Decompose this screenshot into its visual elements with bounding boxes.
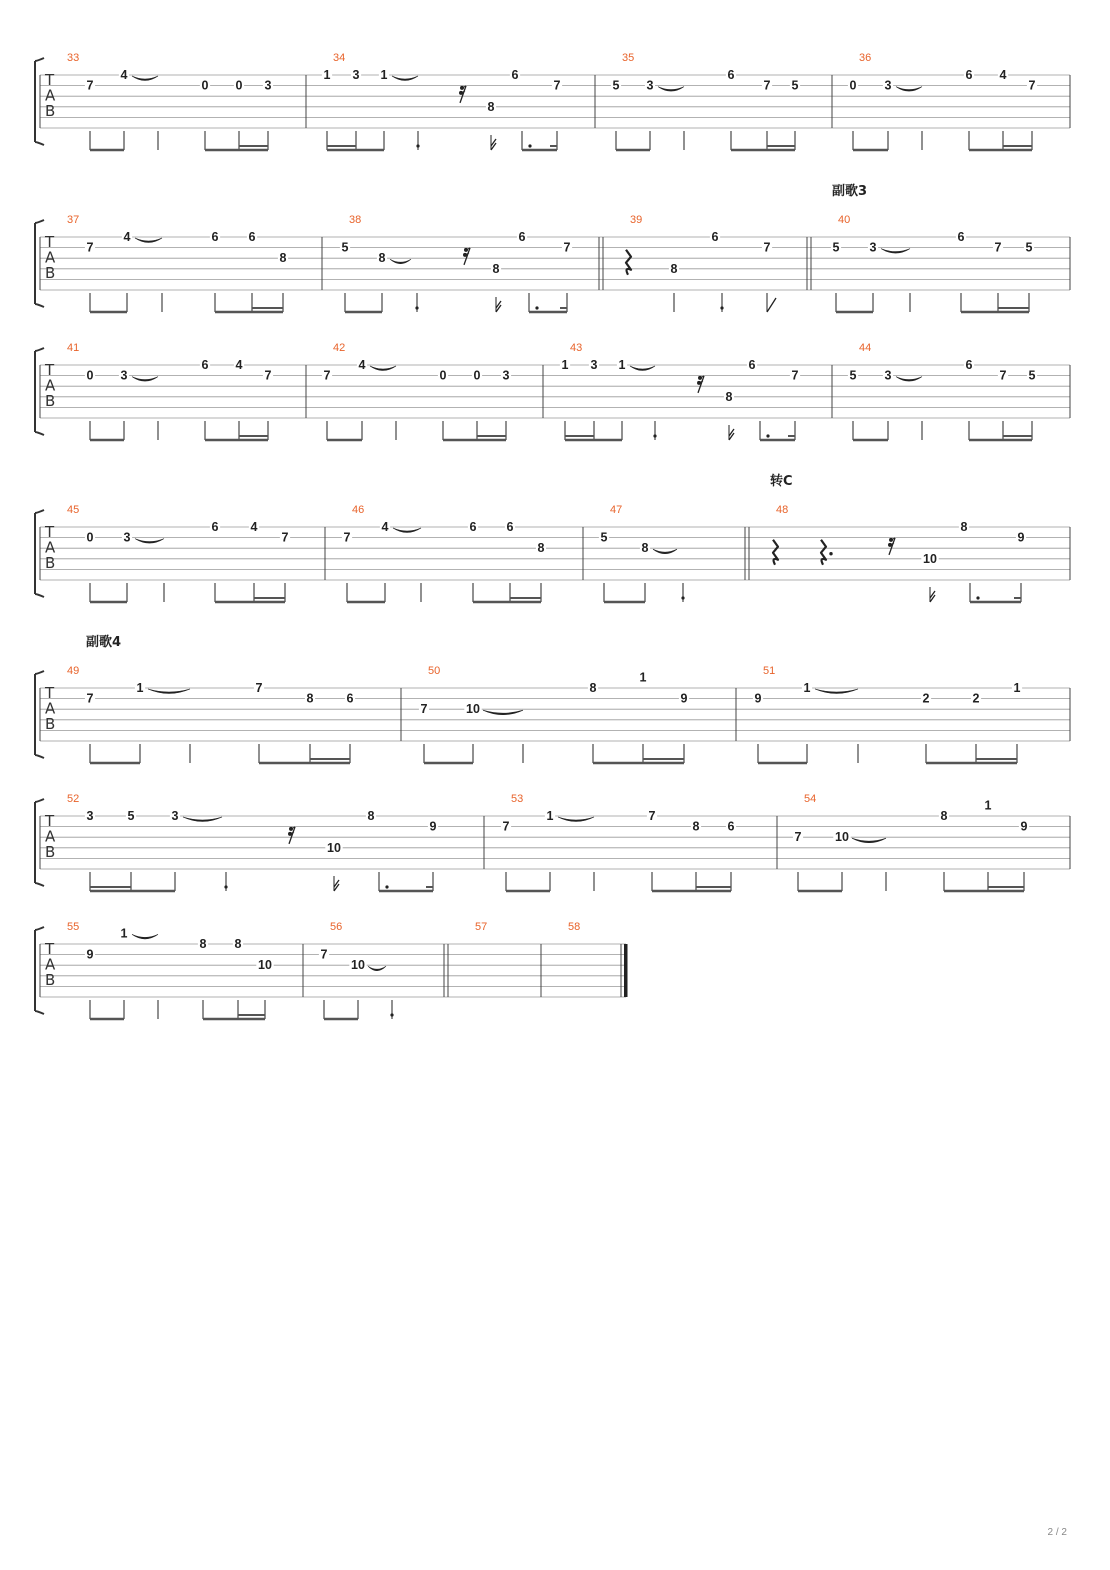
fret-number: 3 [884,78,892,93]
staff-system [35,342,1070,440]
fret-number: 2 [922,691,930,706]
measure-53 [501,793,736,891]
measure-43 [560,342,800,440]
tab-clef-letter: T [45,361,55,379]
measure-number: 40 [838,214,851,226]
fret-number: 6 [748,358,756,372]
measure-number: 50 [428,665,441,677]
fret-number: 6 [469,520,477,534]
fret-number: 5 [791,78,799,93]
measure-52 [67,793,438,891]
note-flag [496,301,501,312]
fret-number: 5 [1025,240,1033,255]
fret-number: 6 [346,691,354,706]
fret-number: 8 [537,541,545,556]
fret-number: 7 [323,368,331,383]
fret-number: 8 [670,261,678,276]
measure-55 [67,921,274,1019]
fret-number: 6 [211,230,219,244]
fret-number: 9 [1020,819,1028,834]
tab-clef-letter: A [45,538,56,557]
fret-number: 8 [234,937,242,951]
fret-number: 7 [1028,78,1036,93]
note-flag [729,429,734,440]
fret-number: 0 [235,78,243,93]
measure-number: 45 [67,504,80,516]
fret-number: 5 [612,78,620,93]
tie [896,377,922,382]
fret-number: 6 [506,520,514,534]
fret-number: 8 [487,99,495,114]
fret-number: 9 [754,691,762,706]
measure-number: 38 [349,214,362,226]
measure-number: 48 [776,504,789,516]
fret-number: 7 [255,681,263,695]
tab-clef-letter: T [45,812,55,830]
tie [132,934,158,939]
measure-number: 42 [333,342,346,354]
fret-number: 3 [86,809,94,823]
fret-number: 0 [86,368,94,383]
fret-number: 10 [835,830,849,845]
tab-clef-letter: T [45,684,55,702]
tab-clef-letter: B [45,971,56,989]
fret-number: 3 [502,368,510,383]
tie [132,377,158,382]
fret-number: 6 [518,230,526,244]
fret-number: 7 [648,809,656,823]
fret-number: 7 [264,368,272,383]
tie [135,238,162,243]
measure-number: 47 [610,504,623,516]
tab-clef-letter: T [45,523,55,541]
measure-number: 33 [67,52,80,64]
dot [681,596,684,599]
fret-number: 6 [957,230,965,244]
fret-number: 6 [248,230,256,244]
measure-number: 36 [859,52,872,64]
measure-49 [67,665,355,763]
fret-number: 1 [546,809,554,823]
fret-number: 5 [341,240,349,255]
fret-number: 4 [235,358,243,372]
fret-number: 1 [639,670,647,685]
measure-45 [67,504,290,602]
fret-number: 4 [381,520,389,534]
fret-number: 10 [351,958,365,973]
fret-number: 8 [641,541,649,556]
fret-number: 4 [120,68,128,82]
fret-number: 10 [258,958,272,973]
tie [368,966,386,971]
tab-clef-letter: T [45,940,55,958]
fret-number: 3 [590,358,598,372]
staff-system [35,793,1070,891]
note-flag [930,591,935,602]
fret-number: 8 [199,937,207,951]
dot [653,434,656,437]
fret-number: 7 [86,240,94,255]
fret-number: 1 [1013,681,1021,695]
fret-number: 0 [201,78,209,93]
measure-number: 44 [859,342,872,354]
fret-number: 7 [502,819,510,834]
fret-number: 3 [171,809,179,823]
fret-number: 3 [884,368,892,383]
fret-number: 5 [127,809,135,823]
tab-clef-letter: B [45,392,56,410]
tab-clef-letter: A [45,955,56,974]
tab-clef-letter: T [45,71,55,89]
measure-46 [342,504,546,602]
fret-number: 8 [279,251,287,266]
measure-number: 54 [804,793,817,805]
staff-system [35,634,1070,763]
measure-33 [67,52,273,150]
dot [528,144,531,147]
fret-number: 7 [320,947,328,962]
fret-number: 7 [420,702,428,717]
tab-clef-letter: B [45,554,56,572]
quarter-rest [626,250,631,275]
fret-number: 1 [380,68,388,82]
measure-number: 46 [352,504,365,516]
measure-number: 57 [475,921,488,933]
tab-clef-letter: A [45,827,56,846]
fret-number: 8 [960,520,968,534]
tie [630,366,655,371]
note-flag [767,298,776,312]
tab-clef-letter: A [45,86,56,105]
fret-number: 1 [803,681,811,695]
measure-number: 37 [67,214,80,226]
fret-number: 1 [618,358,626,372]
note-flag [491,139,496,150]
fret-number: 8 [725,389,733,404]
tie [370,366,396,371]
fret-number: 3 [646,78,654,93]
fret-number: 0 [86,530,94,545]
fret-number: 6 [201,358,209,372]
measure-41 [67,342,273,440]
section-label: 转C [770,474,793,489]
fret-number: 6 [727,819,735,834]
measure-number: 35 [622,52,635,64]
fret-number: 0 [473,368,481,383]
measure-39 [626,214,776,312]
fret-number: 8 [940,809,948,823]
measure-44 [848,342,1037,440]
fret-number: 7 [791,368,799,383]
tie [881,249,910,254]
fret-number: 3 [352,68,360,82]
measure-50 [419,665,689,763]
measure-34 [322,52,562,150]
tab-clef-letter: A [45,699,56,718]
staff-system [35,921,628,1019]
fret-number: 9 [1017,530,1025,545]
fret-number: 2 [972,691,980,706]
tie [148,689,190,694]
fret-number: 6 [965,68,973,82]
dot [535,306,538,309]
dot [976,596,979,599]
fret-number: 9 [86,947,94,962]
staff-system [35,52,1070,150]
tie [653,549,677,554]
dot [766,434,769,437]
tab-clef-letter: A [45,376,56,395]
measure-56 [319,921,394,1019]
measure-38 [340,214,572,312]
fret-number: 7 [994,240,1002,255]
note-flag [334,880,339,891]
fret-number: 8 [589,681,597,695]
dot [416,144,419,147]
fret-number: 5 [832,240,840,255]
dot [415,306,418,309]
fret-number: 4 [250,520,258,534]
measure-42 [322,342,511,440]
fret-number: 7 [763,78,771,93]
fret-number: 1 [561,358,569,372]
measure-36 [848,52,1037,150]
page-number: 2 / 2 [1047,1527,1067,1538]
tie [558,817,594,822]
tab-clef-letter: B [45,715,56,733]
fret-number: 3 [123,530,131,545]
measure-48 [773,504,1026,602]
tab-clef-letter: T [45,233,55,251]
measure-number: 52 [67,793,80,805]
section-label: 副歌4 [86,635,122,650]
measure-54 [793,793,1029,891]
tab-clef-letter: B [45,843,56,861]
fret-number: 7 [86,691,94,706]
fret-number: 7 [343,530,351,545]
measure-number: 43 [570,342,583,354]
fret-number: 8 [692,819,700,834]
fret-number: 1 [984,798,992,813]
fret-number: 1 [323,68,331,82]
measure-number: 56 [330,921,343,933]
dot [720,306,723,309]
tie [392,76,418,81]
tie [483,710,523,715]
fret-number: 3 [264,78,272,93]
fret-number: 8 [367,809,375,823]
fret-number: 3 [869,240,877,255]
measure-number: 39 [630,214,643,226]
section-label: 副歌3 [832,184,868,199]
tie [896,87,922,92]
measure-number: 51 [763,665,776,677]
tie [658,87,684,92]
measure-number: 58 [568,921,581,933]
fret-number: 9 [680,691,688,706]
fret-number: 0 [439,368,447,383]
fret-number: 4 [358,358,366,372]
fret-number: 6 [211,520,219,534]
fret-number: 6 [511,68,519,82]
tie [852,838,886,843]
fret-number: 8 [492,261,500,276]
measure-40 [831,214,1034,312]
fret-number: 0 [849,78,857,93]
fret-number: 3 [120,368,128,383]
fret-number: 6 [727,68,735,82]
staff-system [35,473,1070,602]
measure-37 [67,214,288,312]
rest-dot [829,552,832,555]
tab-clef-letter: B [45,264,56,282]
measure-number: 53 [511,793,524,805]
fret-number: 1 [136,681,144,695]
measure-number: 55 [67,921,80,933]
tie [135,539,164,544]
fret-number: 4 [123,230,131,244]
measure-58 [568,921,580,933]
tie [393,528,421,533]
measure-47 [599,504,685,602]
fret-number: 4 [999,68,1007,82]
tie [183,817,222,822]
fret-number: 7 [563,240,571,255]
tab-clef-letter: B [45,102,56,120]
tie [132,76,158,81]
fret-number: 10 [466,702,480,717]
fret-number: 10 [327,840,341,855]
measure-number: 41 [67,342,80,354]
tie [390,259,411,264]
fret-number: 7 [553,78,561,93]
measure-35 [611,52,800,150]
final-barline-thick [624,944,628,997]
fret-number: 1 [120,926,128,941]
fret-number: 7 [794,830,802,845]
fret-number: 10 [923,551,937,566]
fret-number: 7 [999,368,1007,383]
fret-number: 9 [429,819,437,834]
staff-system [35,183,1070,312]
measure-51 [753,665,1022,763]
fret-number: 7 [763,240,771,255]
fret-number: 8 [378,251,386,266]
fret-number: 6 [711,230,719,244]
measure-number: 49 [67,665,80,677]
fret-number: 6 [965,358,973,372]
fret-number: 5 [600,530,608,545]
fret-number: 5 [849,368,857,383]
dot [385,885,388,888]
fret-number: 7 [281,530,289,545]
dot [390,1013,393,1016]
measure-number: 34 [333,52,346,64]
dot [224,885,227,888]
fret-number: 7 [86,78,94,93]
tie [815,689,858,694]
quarter-rest [821,540,826,565]
measure-57 [475,921,487,933]
fret-number: 8 [306,691,314,706]
quarter-rest [773,540,778,565]
fret-number: 5 [1028,368,1036,383]
tab-clef-letter: A [45,248,56,267]
